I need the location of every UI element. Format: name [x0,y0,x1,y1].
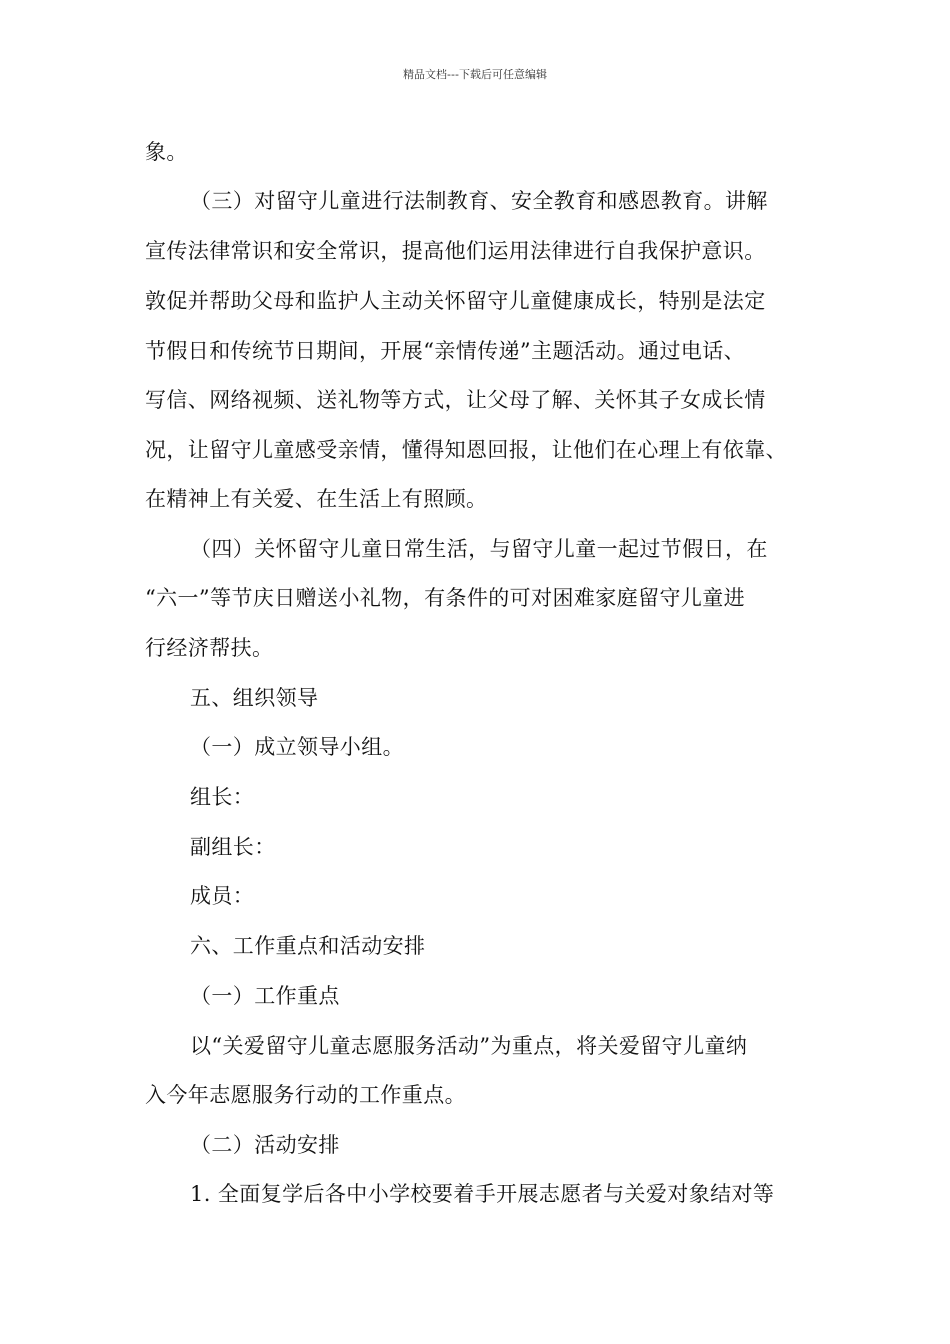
text-line: 在精神上有关爱、在生活上有照顾。 [145,487,488,511]
text-line: （一）成立领导小组。 [190,735,404,759]
text-line: （三）对留守儿童进行法制教育、安全教育和感恩教育。讲解 [190,189,768,213]
text-line: 以“关爱留守儿童志愿服务活动”为重点，将关爱留守儿童纳 [190,1034,748,1058]
text-line: 况，让留守儿童感受亲情，懂得知恩回报，让他们在心理上有依靠、 [145,438,787,462]
text-line: 象。 [145,140,188,164]
text-line: 写信、网络视频、送礼物等方式，让父母了解、关怀其子女成长情 [145,388,766,412]
text-line: （二）活动安排 [190,1133,340,1157]
section-heading: 五、组织领导 [190,686,319,710]
text-line: 敦促并帮助父母和监护人主动关怀留守儿童健康成长，特别是法定 [145,289,766,313]
text-line: 1. 全面复学后各中小学校要着手开展志愿者与关爱对象结对等 [190,1182,775,1206]
page-header: 精品文档---下载后可任意编辑 [403,68,547,81]
text-line: 宣传法律常识和安全常识，提高他们运用法律进行自我保护意识。 [145,239,766,263]
text-line: 副组长： [190,835,276,859]
text-line: 成员： [190,884,255,908]
text-line: （一）工作重点 [190,984,340,1008]
text-line: 入今年志愿服务行动的工作重点。 [145,1083,466,1107]
text-line: 行经济帮扶。 [145,636,274,660]
text-line: “六一”等节庆日赠送小礼物，有条件的可对困难家庭留守儿童进 [145,586,746,610]
text-line: （四）关怀留守儿童日常生活，与留守儿童一起过节假日，在 [190,537,768,561]
text-line: 组长： [190,785,255,809]
text-line: 节假日和传统节日期间，开展“亲情传递”主题活动。通过电话、 [145,339,746,363]
section-heading: 六、工作重点和活动安排 [190,934,426,958]
